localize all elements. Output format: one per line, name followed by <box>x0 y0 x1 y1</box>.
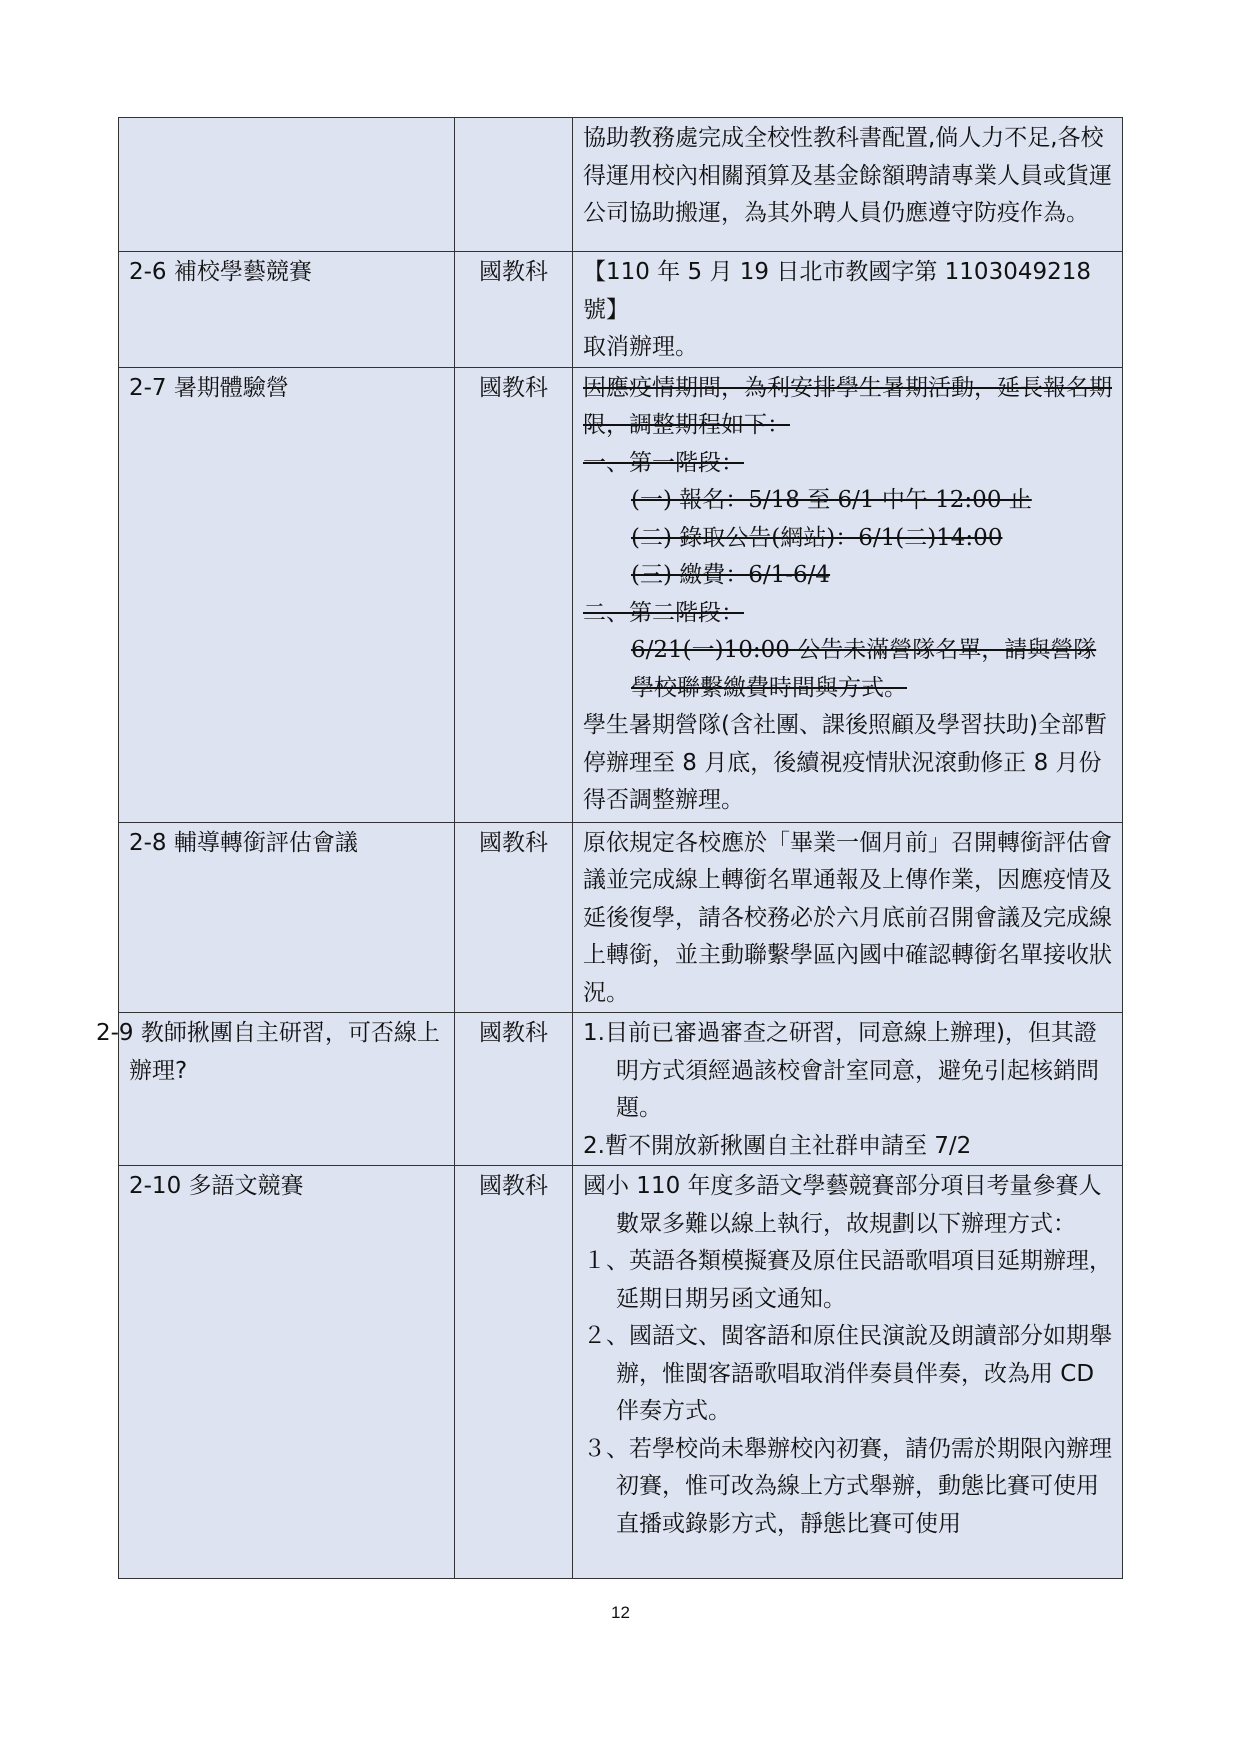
content-cell <box>573 252 1123 368</box>
content-cell <box>573 367 1123 822</box>
content-cell <box>573 1166 1123 1579</box>
struck-item: (一) 報名：5/18 至 6/1 中午 12:00 止 <box>631 487 1032 513</box>
content-paragraph: 國小 110 年度多語文學藝競賽部分項目考量參賽人數眾多難以線上執行，故規劃以下辦理方式： <box>583 1173 1102 1237</box>
content-list-item: １、英語各類模擬賽及原住民語歌唱項目延期辦理，延期日期另函文通知。 <box>583 1248 1112 1312</box>
content-list-item: ２、國語文、閩客語和原住民演說及朗讀部分如期舉辦，惟閩客語歌唱取消伴奏員伴奏，改為用 CD 伴奏方式。 <box>583 1323 1112 1424</box>
struck-heading: 二、第二階段： <box>583 599 744 626</box>
item-cell: 2-7 暑期體驗營 <box>119 367 455 822</box>
table-row <box>119 822 1123 1013</box>
item-cell: 2-8 輔導轉銜評估會議 <box>119 822 455 1013</box>
table-row <box>119 367 1123 822</box>
content-paragraph: 原依規定各校應於「畢業一個月前」召開轉銜評估會議並完成線上轉銜名單通報及上傳作業，因應疫情及延後復學，請各校務必於六月底前召開會議及完成線上轉銜，並主動聯繫學區內國中確認轉銜名單接收狀況。 <box>583 829 1112 1006</box>
item-cell: 2-6 補校學藝競賽 <box>119 252 455 368</box>
content-paragraph: 學生暑期營隊(含社團、課後照顧及學習扶助)全部暫停辦理至 8 月底，後續視疫情狀況滾動修正 8 月份得否調整辦理。 <box>583 712 1107 813</box>
struck-item: (二) 錄取公告(網站)：6/1(二)14:00 <box>631 524 1003 551</box>
struck-paragraph: 因應疫情期間，為利安排學生暑期活動，延長報名期限，調整期程如下： <box>583 374 1112 438</box>
item-cell: 2-9 教師揪團自主研習，可否線上辦理? <box>119 1013 455 1166</box>
content-list-item: ３、若學校尚未舉辦校內初賽，請仍需於期限內辦理初賽，惟可改為線上方式舉辦，動態比賽可使用直播或錄影方式，靜態比賽可使用 <box>583 1435 1112 1537</box>
content-paragraph: 【110 年 5 月 19 日北市教國字第 1103049218 號】 <box>583 259 1091 323</box>
table-row <box>119 118 1123 252</box>
page-number: 12 <box>611 1603 630 1622</box>
content-paragraph: 2.暫不開放新揪團自主社群申請至 7/2 <box>583 1132 972 1159</box>
unit-cell: 國教科 <box>455 822 573 1013</box>
unit-cell: 國教科 <box>455 1013 573 1166</box>
unit-cell <box>455 118 573 252</box>
content-paragraph: 協助教務處完成全校性教科書配置,倘人力不足,各校得運用校內相關預算及基金餘額聘請專業人員或貨運公司協助搬運，為其外聘人員仍應遵守防疫作為。 <box>583 125 1112 226</box>
struck-item: (三) 繳費：6/1-6/4 <box>631 562 831 588</box>
content-paragraph: 取消辦理。 <box>583 334 698 360</box>
content-paragraph: 1.目前已審過審查之研習，同意線上辦理)，但其證明方式須經過該校會計室同意，避免引起核銷問題。 <box>583 1020 1099 1121</box>
document-table <box>96 117 1123 1579</box>
unit-cell: 國教科 <box>455 1166 573 1579</box>
content-cell <box>573 822 1123 1013</box>
unit-cell: 國教科 <box>455 367 573 822</box>
table-row <box>119 1013 1123 1166</box>
content-cell <box>573 118 1123 252</box>
table-row <box>119 252 1123 368</box>
item-cell <box>119 118 455 252</box>
item-cell: 2-10 多語文競賽 <box>119 1166 455 1579</box>
struck-heading: 一、第一階段： <box>583 449 744 476</box>
struck-item: 6/21(一)10:00 公告未滿營隊名單，請與營隊學校聯繫繳費時間與方式。 <box>631 637 1097 701</box>
content-cell <box>573 1013 1123 1166</box>
table-row <box>119 1166 1123 1579</box>
unit-cell: 國教科 <box>455 252 573 368</box>
